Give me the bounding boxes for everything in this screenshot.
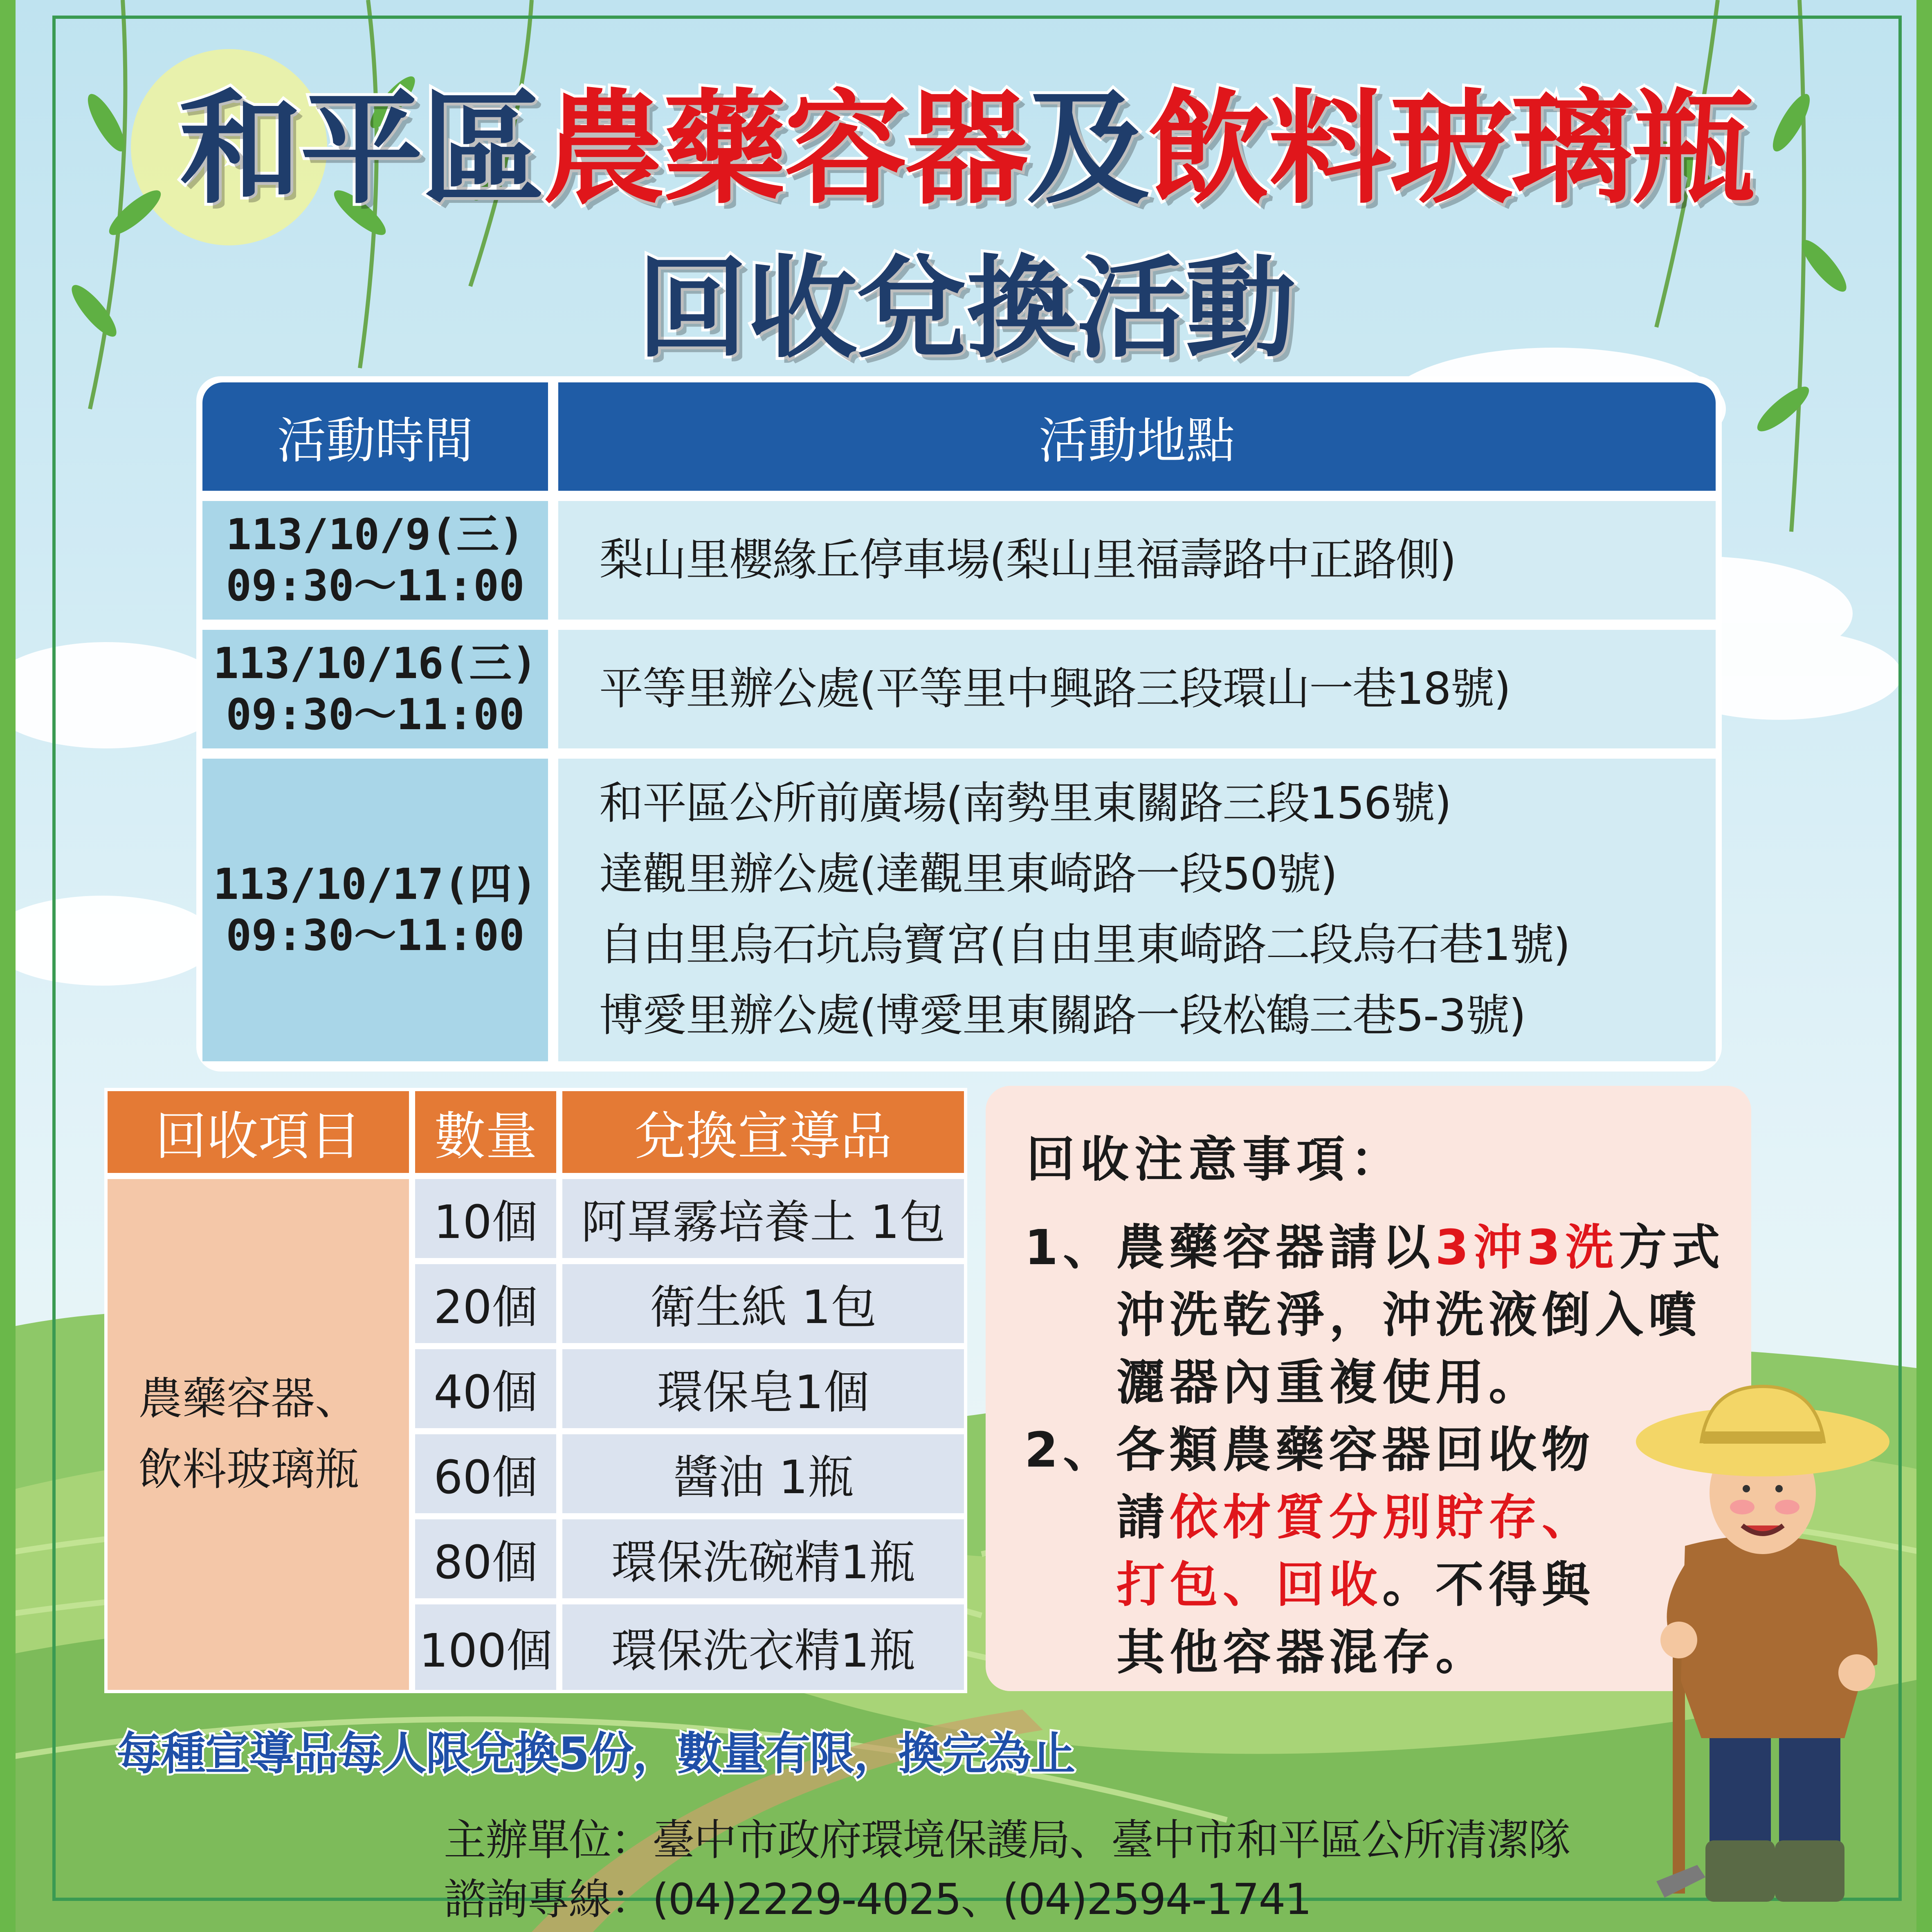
- note-2-line-4: 其他容器混存。: [1117, 1624, 1489, 1680]
- title-connector: 及: [1027, 78, 1148, 220]
- qty-cell: 10個: [415, 1179, 556, 1258]
- date-text: 113/10/16(三): [213, 638, 537, 689]
- note-1-line-3: 灑器內重複使用。: [1117, 1354, 1542, 1411]
- note-1-line-1: [1024, 1209, 1725, 1278]
- place-text: 梨山里櫻緣丘停車場(梨山里福壽路中正路側): [599, 534, 1456, 586]
- gift-cell: 環保皂1個: [562, 1349, 964, 1428]
- gift-cell: 醬油 1瓶: [562, 1434, 964, 1513]
- place-text: 自由里烏石坑烏寶宮(自由里東崎路二段烏石巷1號): [599, 919, 1570, 970]
- title-prefix: 和平區: [179, 78, 542, 220]
- date-text: 113/10/9(三): [226, 510, 525, 560]
- place-text: 平等里辦公處(平等里中興路三段環山一巷18號): [599, 663, 1510, 714]
- schedule-row-1-date: [202, 501, 548, 620]
- hotline-text: 諮詢專線：(04)2229-4025、(04)2594-1741: [444, 1874, 1311, 1924]
- gift-cell: 環保洗碗精1瓶: [562, 1519, 964, 1598]
- farmer-illustration: [1595, 1370, 1906, 1914]
- header-item: 回收項目: [108, 1091, 409, 1173]
- note-highlight: 依材質分別貯存、: [1170, 1489, 1595, 1546]
- note-2-line-2: [1117, 1478, 1595, 1548]
- gift-cell: 阿罩霧培養土 1包: [562, 1179, 964, 1258]
- time-text: 09:30～11:00: [226, 690, 525, 739]
- qty-cell: 60個: [415, 1434, 556, 1513]
- item-line-1: 農藥容器、: [138, 1373, 359, 1424]
- note-highlight: 打包、回收: [1117, 1557, 1383, 1613]
- title-item2: 飲料玻璃瓶: [1148, 78, 1753, 220]
- header-time: 活動時間: [202, 382, 548, 491]
- schedule-row-2-place: [558, 630, 1716, 748]
- note-2-line-1: 2、各類農藥容器回收物: [1024, 1422, 1595, 1478]
- note-text: 方式: [1618, 1219, 1725, 1276]
- header-gift: 兌換宣導品: [562, 1091, 964, 1173]
- header-place: 活動地點: [558, 382, 1716, 491]
- notes-title: 回收注意事項：: [1027, 1131, 1405, 1188]
- place-text: 博愛里辦公處(博愛里東關路一段松鶴三巷5-3號): [599, 990, 1525, 1041]
- note-text: 請: [1117, 1489, 1170, 1546]
- date-text: 113/10/17(四): [213, 859, 537, 910]
- recycle-item-cell: [108, 1179, 409, 1690]
- qty-cell: 80個: [415, 1519, 556, 1598]
- schedule-row-3-place: [558, 759, 1716, 1061]
- organizer-text: 主辦單位：臺中市政府環境保護局、臺中市和平區公所清潔隊: [444, 1815, 1570, 1865]
- note-1-line-2: 沖洗乾淨，沖洗液倒入噴: [1117, 1287, 1702, 1343]
- qty-cell: 100個: [415, 1604, 556, 1690]
- note-text: 1、農藥容器請以: [1024, 1219, 1436, 1276]
- schedule-row-1-place: [558, 501, 1716, 620]
- time-text: 09:30～11:00: [226, 561, 525, 611]
- time-text: 09:30～11:00: [226, 910, 525, 960]
- schedule-table: [196, 376, 1722, 1072]
- note-2-line-3: [1117, 1546, 1595, 1615]
- qty-cell: 40個: [415, 1349, 556, 1428]
- qty-cell: 20個: [415, 1264, 556, 1343]
- item-line-2: 飲料玻璃瓶: [138, 1444, 359, 1495]
- title-item1: 農藥容器: [542, 78, 1027, 220]
- gift-cell: 衛生紙 1包: [562, 1264, 964, 1343]
- place-text: 達觀里辦公處(達觀里東崎路一段50號): [599, 849, 1337, 900]
- note-text: 。不得與: [1382, 1557, 1595, 1613]
- main-title: [0, 78, 1932, 220]
- limit-notice: 每種宣導品每人限兌換5份，數量有限，換完為止: [117, 1728, 1075, 1780]
- header-qty: 數量: [415, 1091, 556, 1173]
- exchange-table: [104, 1088, 967, 1693]
- note-highlight: 3沖3洗: [1435, 1219, 1619, 1276]
- gift-cell: 環保洗衣精1瓶: [562, 1604, 964, 1690]
- schedule-row-2-date: [202, 630, 548, 748]
- place-text: 和平區公所前廣場(南勢里東關路三段156號): [599, 778, 1451, 829]
- schedule-row-3-date: [202, 759, 548, 1061]
- subtitle: 回收兌換活動: [637, 244, 1295, 373]
